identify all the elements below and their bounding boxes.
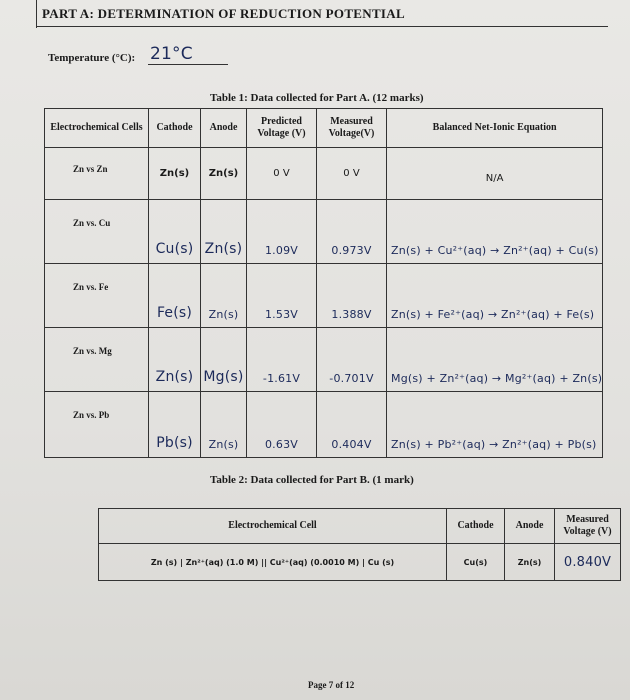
net-ionic-equation: Mg(s) + Zn²⁺(aq) → Mg²⁺(aq) + Zn(s): [387, 328, 603, 392]
table1-header: Cathode: [149, 109, 201, 148]
cell-notation: Zn (s) | Zn²⁺(aq) (1.0 M) || Cu²⁺(aq) (0.0010 M) | Cu (s): [99, 544, 447, 581]
table1-header: Electrochemical Cells: [45, 109, 149, 148]
net-ionic-equation: N/A: [387, 148, 603, 200]
measured-voltage: 0.840V: [555, 544, 621, 581]
cell-label: Zn vs. Pb: [45, 392, 149, 458]
cathode-value: Zn(s): [149, 328, 201, 392]
page-number: Page 7 of 12: [308, 680, 355, 690]
net-ionic-equation: Zn(s) + Pb²⁺(aq) → Zn²⁺(aq) + Pb(s): [387, 392, 603, 458]
cell-label: Zn vs. Cu: [45, 200, 149, 264]
net-ionic-equation: Zn(s) + Cu²⁺(aq) → Zn²⁺(aq) + Cu(s): [387, 200, 603, 264]
cathode-value: Cu(s): [149, 200, 201, 264]
cathode-value: Pb(s): [149, 392, 201, 458]
cell-label: Zn vs Zn: [45, 148, 149, 200]
temperature-underline: [148, 64, 228, 65]
table-row: [45, 392, 603, 458]
table2-header: Measured Voltage (V): [555, 509, 621, 544]
anode-value: Zn(s): [201, 264, 247, 328]
anode-value: Zn(s): [505, 544, 555, 581]
measured-voltage: 0.973V: [317, 200, 387, 264]
anode-value: Zn(s): [201, 392, 247, 458]
predicted-voltage: 1.09V: [247, 200, 317, 264]
table1-header-row: [45, 109, 603, 148]
net-ionic-equation: Zn(s) + Fe²⁺(aq) → Zn²⁺(aq) + Fe(s): [387, 264, 603, 328]
temperature-label: Temperature (°C):: [48, 52, 136, 64]
header-border-left: [36, 0, 37, 28]
table2-header: Electrochemical Cell: [99, 509, 447, 544]
table-row: [45, 200, 603, 264]
anode-value: Zn(s): [201, 148, 247, 200]
anode-value: Mg(s): [201, 328, 247, 392]
table-row: [45, 328, 603, 392]
temperature-value: 21°C: [150, 44, 193, 64]
measured-voltage: 0.404V: [317, 392, 387, 458]
table2-caption: Table 2: Data collected for Part B. (1 mark): [210, 474, 414, 486]
table2-header: Anode: [505, 509, 555, 544]
measured-voltage: 1.388V: [317, 264, 387, 328]
table-row: [99, 544, 621, 581]
section-title: PART A: DETERMINATION OF REDUCTION POTENTIAL: [42, 6, 405, 21]
table1-header: Predicted Voltage (V): [247, 109, 317, 148]
predicted-voltage: 1.53V: [247, 264, 317, 328]
table1-header: Measured Voltage(V): [317, 109, 387, 148]
cell-label: Zn vs. Fe: [45, 264, 149, 328]
table1-header: Balanced Net-Ionic Equation: [387, 109, 603, 148]
cathode-value: Cu(s): [447, 544, 505, 581]
table2-header-row: [99, 509, 621, 544]
predicted-voltage: 0.63V: [247, 392, 317, 458]
predicted-voltage: -1.61V: [247, 328, 317, 392]
cathode-value: Fe(s): [149, 264, 201, 328]
table2: [98, 508, 621, 581]
cathode-value: Zn(s): [149, 148, 201, 200]
header-rule: [36, 26, 608, 27]
table1-header: Anode: [201, 109, 247, 148]
measured-voltage: 0 V: [317, 148, 387, 200]
table-row: [45, 148, 603, 200]
table-row: [45, 264, 603, 328]
table2-header: Cathode: [447, 509, 505, 544]
table1: [44, 108, 603, 458]
anode-value: Zn(s): [201, 200, 247, 264]
predicted-voltage: 0 V: [247, 148, 317, 200]
cell-label: Zn vs. Mg: [45, 328, 149, 392]
table1-caption: Table 1: Data collected for Part A. (12 marks): [210, 92, 424, 104]
measured-voltage: -0.701V: [317, 328, 387, 392]
